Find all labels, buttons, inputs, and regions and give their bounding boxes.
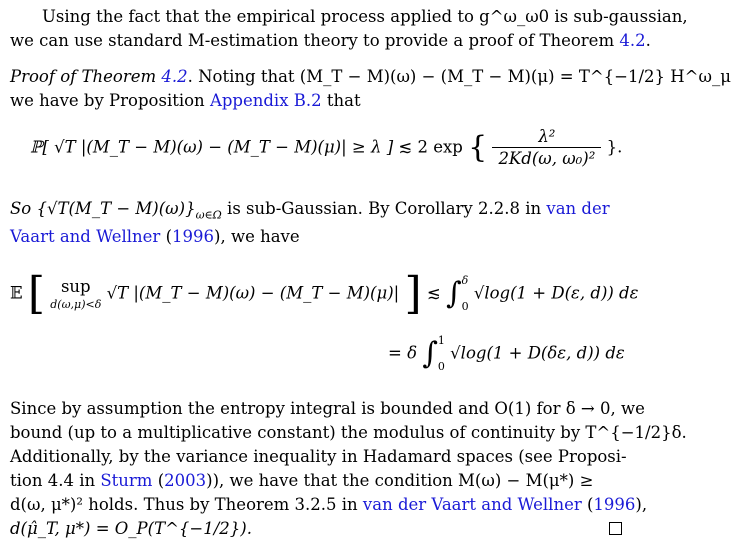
eq2-relation: ≲: [426, 283, 441, 303]
year-1996-link-1[interactable]: 1996: [172, 227, 215, 246]
eq2-equals: = δ: [388, 343, 418, 363]
van-der-vaart-link-2[interactable]: van der Vaart and Wellner: [362, 495, 582, 514]
sturm-link[interactable]: Sturm: [100, 471, 153, 490]
year-1996-link-2[interactable]: 1996: [593, 495, 636, 514]
para3-line2: bound (up to a multiplicative constant) the modulus of continuity by T^{−1/2}δ.: [10, 423, 687, 442]
eq1-fraction: $\frac{\text{λ²}}{\text{2Kd(ω, ω₀)²}}$: [492, 126, 601, 170]
eq2-expectation: 𝔼: [10, 283, 23, 303]
eq2-sup: sup d(ω,μ)<δ: [50, 277, 102, 311]
eq2-integrand-1: √log(1 + D(ε, d)) dε: [473, 283, 639, 303]
qed-square-icon: [609, 522, 622, 535]
para1-line1: Using the fact that the empirical process applied to g^ω_ω0 is sub-gaussian,: [42, 7, 688, 26]
para3-line4: tion 4.4 in Sturm (2003)), we have that the condition M(ω) − M(μ*) ≥: [10, 471, 594, 490]
proof-heading: Proof of Theorem: [10, 67, 162, 86]
para3-line1: Since by assumption the entropy integral is bounded and O(1) for δ → 0, we: [10, 399, 645, 418]
eq2-body: √T |(M_T − M)(ω) − (M_T − M)(μ)|: [106, 283, 400, 303]
equation-2-line2: = δ ∫ 1 0 √log(1 + D(δε, d)) dε: [388, 334, 625, 373]
eq2-integrand-2: √log(1 + D(δε, d)) dε: [450, 343, 625, 363]
para1-line2: we can use standard M-estimation theory to provide a proof of Theorem 4.2.: [10, 31, 651, 50]
para3-line5: d(ω, μ*)² holds. Thus by Theorem 3.2.5 in van der Vaart and Wellner (1996),: [10, 495, 648, 514]
theorem-4-2-link[interactable]: 4.2: [619, 31, 646, 50]
para2-line1: So {√T(M_T − $M)(\omega)\}_{\omega\in\Omega}$ is sub-Gaussian. By Corollary 2.2.8 in van der: [10, 199, 610, 222]
proof-line1: Proof of Theorem 4.2. Noting that (M_T − M)(ω) − (M_T − M)(μ) = T^{−1/2} H^ω_μ: [10, 67, 731, 86]
year-2003-link[interactable]: 2003: [164, 471, 207, 490]
vaart-wellner-link[interactable]: Vaart and Wellner: [10, 227, 161, 246]
proposition-appendix-link[interactable]: Appendix B.2: [209, 91, 322, 110]
equation-2-line1: 𝔼 [ sup d(ω,μ)<δ √T |(M_T − M)(ω) − (M_T − M)(μ)| ] ≲ ∫ δ 0 √log(1 + D(ε, d)) dε: [10, 268, 639, 319]
proof-theorem-link[interactable]: 4.2: [161, 67, 188, 86]
para3-line3: Additionally, by the variance inequality in Hadamard spaces (see Proposi-: [10, 447, 627, 466]
equation-1: ℙ[ √T |(M_T − M)(ω) − (M_T − M)(μ)| ≥ λ ] ≲ 2 exp { $\frac{\text{λ²}}{\text{2Kd(ω, ω₀)²}}$ }.: [30, 127, 623, 169]
para3-line6: d(μ̂_T, μ*) = O_P(T^{−1/2}).: [10, 519, 252, 538]
eq1-relation: ≲ 2 exp: [398, 137, 463, 157]
proof-line2: we have by Proposition Appendix B.2 that: [10, 91, 361, 110]
eq1-lhs: ℙ[ √T |(M_T − M)(ω) − (M_T − M)(μ)| ≥ λ ]: [30, 137, 394, 157]
eq1-end: }.: [606, 137, 623, 157]
van-der-vaart-link-1[interactable]: van der: [546, 199, 610, 218]
para2-line2: Vaart and Wellner (1996), we have: [10, 227, 300, 246]
